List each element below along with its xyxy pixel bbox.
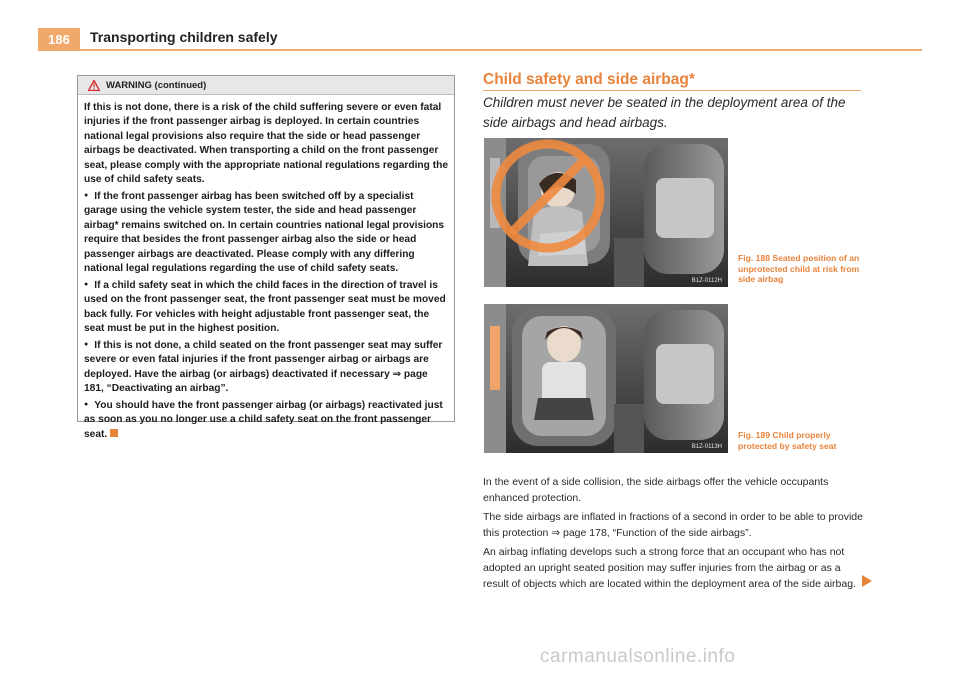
body-paragraph-1: In the event of a side collision, the side airbags offer the vehicle occupants enhanced protection. (483, 476, 829, 504)
section-intro: Children must never be seated in the deployment area of the side airbags and head airbags. (483, 95, 846, 130)
warning-bullet-2: ● If a child safety seat in which the child faces in the direction of travel is used on the front passenger seat, the front passenger seat must be moved back fully. For vehicles with height adjustable front passenger seat, the seat must be put in the highest position. (84, 279, 448, 337)
warning-bullet-3: ● If this is not done, a child seated on the front passenger seat may suffer severe or even fatal injuries if the front passenger airbag or airbags are deployed. Have the airbag (or airbags) deactivated if necessary ⇒ page 181, “Deactivating an airbag”. (84, 339, 448, 397)
figure-189-image (484, 304, 728, 453)
figure-188-caption: Fig. 188 Seated position of an unprotected child at risk from side airbag (738, 253, 860, 285)
warning-icon (88, 80, 100, 91)
warning-paragraph: If this is not done, there is a risk of the child suffering severe or even fatal injuries if the front passenger airbag is deployed. In certain countries national legal provisions also require that the side or head passenger airbags be deactivated. When transporting a child on the front passenger seat, please comply with the appropriate national regulations regarding the use of child safety seats. (84, 102, 448, 186)
continue-arrow-icon (862, 575, 872, 587)
section-title-rule (483, 90, 861, 91)
figure-189-caption: Fig. 189 Child properly protected by safety seat (738, 430, 837, 451)
figure-188-code: B1Z-0112H (691, 278, 722, 284)
warning-bullet-4-wrap (84, 399, 448, 442)
warning-header (78, 76, 454, 95)
header-title: Transporting children safely (90, 29, 278, 45)
warning-label: WARNING (continued) (106, 79, 207, 91)
warning-box (77, 75, 455, 440)
figure-188-image (484, 138, 728, 287)
end-of-section-icon (110, 429, 118, 437)
body-paragraph-2: The side airbags are inflated in fractions of a second in order to be able to provide this protection ⇒ page 178, “Function of the side airbags”. (483, 511, 863, 539)
warning-bullet-4: ● You should have the front passenger airbag (or airbags) reactivated just as soon as you no longer use a child safety seat on the front passenger seat. (84, 400, 443, 440)
warning-body (78, 95, 454, 442)
page-number: 186 (38, 28, 80, 50)
warning-bullet-1: ● If the front passenger airbag has been switched off by a specialist garage using the vehicle system tester, the side and head passenger airbag* remains switched on. In certain countries national legal provisions require that besides the front passenger airbag also the side or head passenger airbags are deactivated. Please comply with any differing national legal regulations regarding the use of child safety seats. (84, 190, 448, 277)
figure-189-illustration (484, 304, 728, 453)
body-paragraph-3: An airbag inflating develops such a strong force that an occupant who has not adopted an upright seated position may suffer injuries from the airbag or as a result of objects which are located within the deployment area of the side airbag. (483, 546, 856, 590)
figure-188-illustration (484, 138, 728, 287)
watermark: carmanualsonline.info (540, 646, 736, 667)
section-title: Child safety and side airbag* (483, 71, 695, 88)
header-rule (38, 49, 922, 51)
figure-189-code: B1Z-0113H (691, 444, 722, 450)
